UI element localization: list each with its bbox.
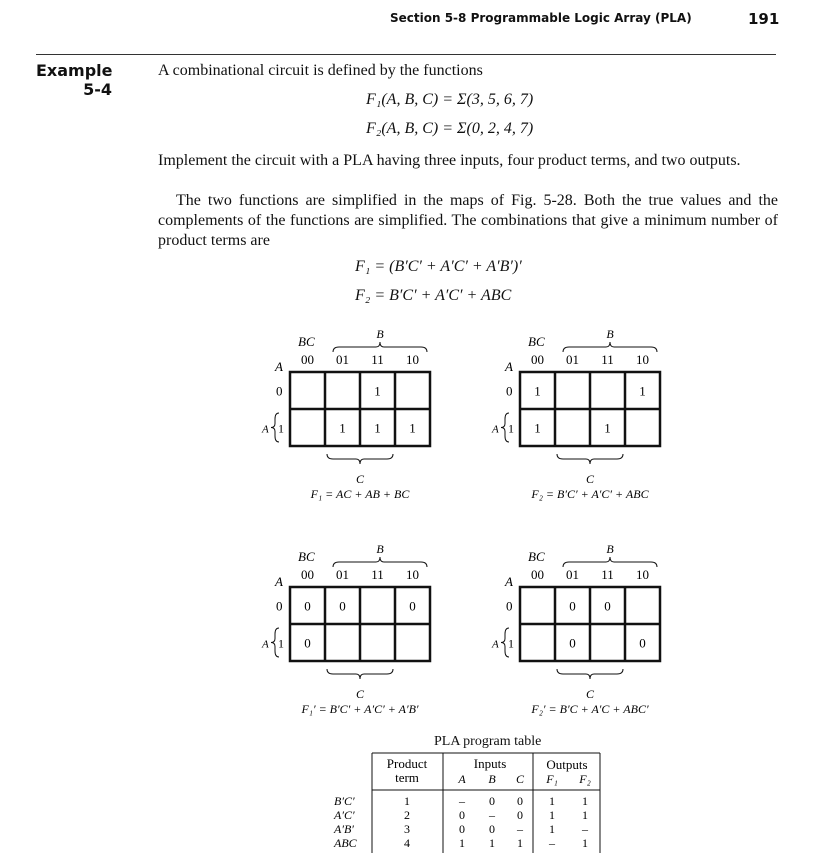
kmap-var-c: C	[355, 687, 365, 701]
row-input: –	[459, 794, 465, 808]
row-output: 1	[582, 836, 588, 850]
input-col-header: C	[515, 772, 525, 786]
output-col-header: F₁	[546, 772, 558, 786]
f1-definition: F₁(A, B, C) = Σ(3, 5, 6, 7)	[366, 91, 534, 108]
kmap-col-label: 00	[301, 352, 314, 367]
example-word: Example	[36, 61, 113, 80]
input-col-header: B	[488, 772, 496, 786]
kmap-col-label: 10	[406, 352, 419, 367]
kmap-cell: 0	[304, 635, 311, 651]
kmap-var-a: A	[275, 359, 283, 374]
row-input: 0	[489, 822, 495, 836]
kmap-cell: 0	[339, 598, 346, 614]
f1-minimal: F₁ = (B′C′ + A′C′ + A′B′)′	[355, 258, 522, 275]
row-input: –	[517, 822, 523, 836]
kmap-var-c: C	[585, 687, 595, 701]
kmap-var-a-brace: A	[492, 638, 499, 651]
kmap-cell: 1	[604, 420, 611, 436]
kmap-caption: F₁′ = B′C′ + A′C′ + A′B′	[301, 702, 419, 716]
kmap-cell: 1	[534, 383, 541, 399]
kmap-col-label: 01	[336, 567, 349, 582]
intro-text: A combinational circuit is defined by the functions	[158, 62, 483, 79]
kmap-col-label: 00	[531, 567, 544, 582]
kmap-caption: F₁ = AC + AB + BC	[310, 487, 410, 501]
row-output: 1	[582, 794, 588, 808]
kmap-col-label: 01	[566, 567, 579, 582]
row-output: –	[582, 822, 588, 836]
f2-definition: F₂(A, B, C) = Σ(0, 2, 4, 7)	[366, 120, 534, 137]
row-output: –	[549, 836, 555, 850]
row-term-label: A′B′	[334, 822, 354, 836]
kmap-cell: 0	[604, 598, 611, 614]
kmap-row-label: 1	[508, 636, 514, 651]
kmap-var-b: B	[606, 327, 614, 341]
kmap-col-label: 11	[601, 567, 614, 582]
kmap-col-label: 01	[336, 352, 349, 367]
row-input: 0	[489, 794, 495, 808]
kmap-row-label: 0	[276, 383, 283, 399]
kmap-row-label: 0	[276, 598, 283, 614]
kmap-var-b: B	[606, 542, 614, 556]
row-input: 0	[459, 822, 465, 836]
kmap-var-c: C	[355, 472, 365, 486]
kmap-var-a-brace: A	[262, 638, 269, 651]
kmap-cell: 1	[639, 383, 646, 399]
kmap-cell: 1	[374, 383, 381, 399]
pla-table-title: PLA program table	[434, 734, 542, 749]
kmap-cell: 0	[639, 635, 646, 651]
kmap-col-label: 10	[636, 352, 649, 367]
product-header: term	[395, 770, 419, 785]
kmap-col-label: 10	[406, 567, 419, 582]
row-input: 1	[517, 836, 523, 850]
row-term-number: 4	[404, 836, 410, 850]
row-output: 1	[549, 822, 555, 836]
pla-table-grid	[333, 753, 600, 853]
kmap-col-label: 11	[371, 352, 384, 367]
row-term-label: A′C′	[334, 808, 355, 822]
kmap-row-label: 1	[508, 421, 514, 436]
kmap-var-bc: BC	[298, 334, 315, 349]
kmap-cell: 0	[569, 635, 576, 651]
outputs-header: Outputs	[546, 757, 588, 772]
kmap-cell: 0	[569, 598, 576, 614]
product-header: Product	[386, 756, 428, 771]
row-term-label: ABC	[334, 836, 357, 850]
row-input: 0	[517, 794, 523, 808]
kmap-var-bc: BC	[528, 549, 545, 564]
row-input: 0	[517, 808, 523, 822]
row-output: 1	[582, 808, 588, 822]
kmap-row-label: 1	[278, 421, 284, 436]
kmap-cell: 0	[409, 598, 416, 614]
kmap-row-label: 1	[278, 636, 284, 651]
kmap-cell: 1	[534, 420, 541, 436]
kmap-var-b: B	[376, 542, 384, 556]
kmap-row-label: 0	[506, 383, 513, 399]
kmap-row-label: 0	[506, 598, 513, 614]
f2-minimal: F₂ = B′C′ + A′C′ + ABC	[355, 287, 512, 304]
kmap-var-bc: BC	[298, 549, 315, 564]
kmap-cell: 0	[304, 598, 311, 614]
row-term-number: 1	[404, 794, 410, 808]
row-output: 1	[549, 794, 555, 808]
kmap-var-b: B	[376, 327, 384, 341]
inputs-header: Inputs	[473, 756, 507, 771]
paragraph-implement: Implement the circuit with a PLA having three inputs, four product terms, and two outputs.	[158, 152, 741, 169]
example-number: 5-4	[83, 80, 112, 99]
row-input: –	[489, 808, 495, 822]
output-col-header: F₂	[579, 772, 591, 786]
paragraph-simplify: The two functions are simplified in the maps of Fig. 5-28. Both the true values and the complements of the functions are simplified. The combinations that give a minimum number of product terms are	[158, 192, 778, 249]
kmap-var-a: A	[505, 359, 513, 374]
kmap-var-a: A	[275, 574, 283, 589]
kmap-cell: 1	[339, 420, 346, 436]
kmap-col-label: 10	[636, 567, 649, 582]
kmap-var-c: C	[585, 472, 595, 486]
kmap-col-label: 11	[371, 567, 384, 582]
kmap-var-bc: BC	[528, 334, 545, 349]
row-term-number: 3	[404, 822, 410, 836]
kmap-var-a: A	[505, 574, 513, 589]
row-input: 1	[459, 836, 465, 850]
kmap-col-label: 00	[301, 567, 314, 582]
page-number: 191	[748, 10, 780, 28]
kmap-col-label: 01	[566, 352, 579, 367]
kmap-caption: F₂′ = B′C + A′C + ABC′	[531, 702, 649, 716]
running-header-section: Section 5-8 Programmable Logic Array (PLA)	[390, 11, 692, 25]
row-output: 1	[549, 808, 555, 822]
kmap-cell: 1	[374, 420, 381, 436]
kmap-var-a-brace: A	[492, 423, 499, 436]
kmap-cell: 1	[409, 420, 416, 436]
row-term-number: 2	[404, 808, 410, 822]
input-col-header: A	[458, 772, 466, 786]
row-input: 1	[489, 836, 495, 850]
row-term-label: B′C′	[334, 794, 355, 808]
kmap-col-label: 11	[601, 352, 614, 367]
kmap-var-a-brace: A	[262, 423, 269, 436]
kmap-col-label: 00	[531, 352, 544, 367]
row-input: 0	[459, 808, 465, 822]
kmap-caption: F₂ = B′C′ + A′C′ + ABC	[531, 487, 649, 501]
